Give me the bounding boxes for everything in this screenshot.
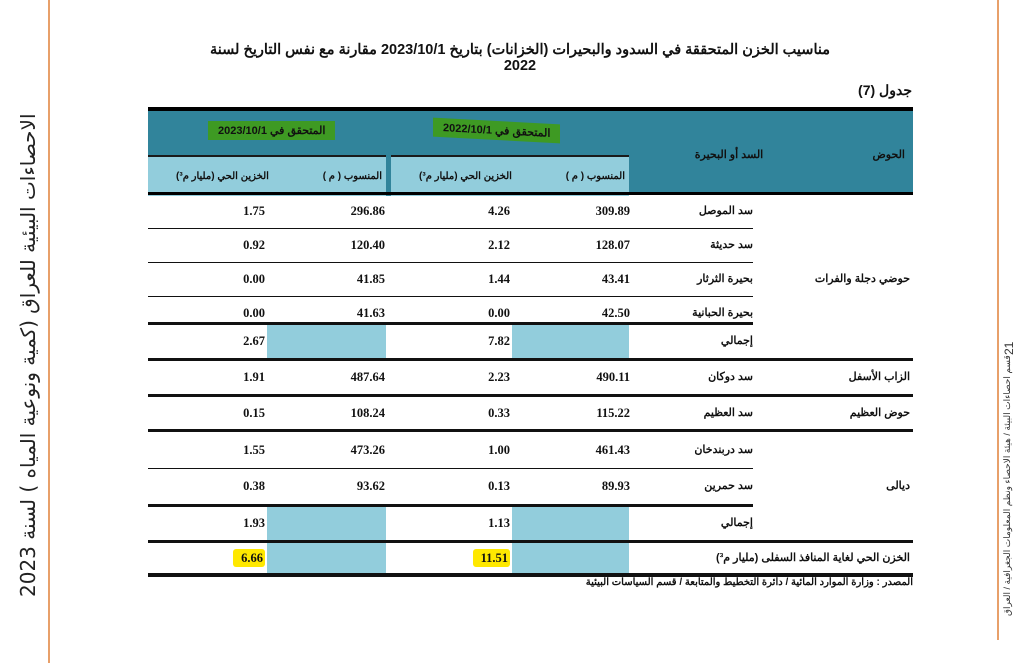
- subheader-2022: [391, 155, 629, 196]
- header-level-2023: المنسوب ( م ): [322, 171, 382, 182]
- basin-cell: ديالى: [886, 480, 910, 492]
- level-2022-cell: 43.41: [601, 272, 630, 286]
- basin-cell: حوضي دجلة والفرات: [814, 273, 910, 285]
- storage-2023-cell: 1.91: [243, 370, 265, 384]
- header-group-2023: المتحقق في 2023/10/1: [208, 121, 335, 140]
- blank-shaded-cell: [267, 507, 386, 540]
- level-2022-cell: 42.50: [601, 306, 630, 320]
- page-number: 21: [1002, 342, 1016, 356]
- dam-cell: إجمالي: [720, 517, 753, 529]
- storage-2023-cell: 2.67: [243, 334, 265, 348]
- highlighted-value: 6.66: [233, 549, 265, 567]
- level-2023-cell: 487.64: [350, 370, 385, 384]
- level-2022-cell: 461.43: [595, 443, 630, 457]
- dam-cell: سد دربندخان: [694, 444, 753, 456]
- right-page-rule: [997, 0, 999, 640]
- table-row: [148, 361, 913, 394]
- dam-cell: بحيرة الثرثار: [697, 273, 753, 285]
- storage-2022-total-cell: [393, 543, 510, 573]
- storage-2023-cell: 0.00: [243, 306, 265, 320]
- level-2023-cell: 93.62: [356, 479, 385, 493]
- dam-cell: سد العظيم: [703, 407, 753, 419]
- blank-shaded-cell: [267, 543, 386, 573]
- header-storage-2023: الخزين الحي (مليار م³): [176, 171, 269, 182]
- level-2022-cell: 490.11: [596, 370, 630, 384]
- table-row: [148, 229, 913, 262]
- side-title-text: الاحصاءات البيئية للعراق (كمية ونوعية المياه ) لسنة 2023: [16, 113, 40, 597]
- header-group-2022: المتحقق في 2022/10/1: [433, 118, 560, 144]
- level-2022-cell: 89.93: [601, 479, 630, 493]
- side-footer-text: قسم احصاءات البيئة / هيئة الاحصاء ونظم المعلومات الجغرافية / العراق: [1002, 355, 1012, 617]
- row-divider: [148, 429, 913, 432]
- level-2023-cell: 120.40: [350, 238, 385, 252]
- storage-2022-cell: 1.44: [488, 272, 510, 286]
- table-row-grand-total: [148, 543, 913, 573]
- header-dam: السد أو البحيرة: [694, 149, 764, 161]
- storage-2022-cell: 4.26: [488, 204, 510, 218]
- basin-cell: حوض العظيم: [849, 407, 910, 419]
- storage-2023-cell: 0.00: [243, 272, 265, 286]
- dam-cell: سد حديثة: [710, 239, 753, 251]
- highlighted-value: 11.51: [473, 549, 510, 567]
- table-row-total: [148, 325, 913, 358]
- basin-cell: الزاب الأسفل: [848, 371, 910, 383]
- storage-2022-cell: 0.33: [488, 406, 510, 420]
- table-label: جدول (7): [858, 82, 912, 98]
- storage-2023-total-cell: [148, 543, 265, 573]
- level-2023-cell: 473.26: [350, 443, 385, 457]
- blank-shaded-cell: [267, 325, 386, 358]
- table-row-total: [148, 507, 913, 540]
- level-2022-cell: 128.07: [595, 238, 630, 252]
- left-page-rule: [48, 0, 50, 663]
- source-note: المصدر : وزارة الموارد المائية / دائرة التخطيط والمتابعة / قسم السياسات البيئية: [585, 577, 913, 588]
- dam-cell: بحيرة الحبانية: [692, 307, 753, 319]
- storage-2022-cell: 2.23: [488, 370, 510, 384]
- blank-shaded-cell: [512, 507, 629, 540]
- table-row: [148, 195, 913, 228]
- level-2022-cell: 115.22: [596, 406, 630, 420]
- storage-2022-cell: 7.82: [488, 334, 510, 348]
- storage-2023-cell: 1.75: [243, 204, 265, 218]
- dam-cell: سد الموصل: [698, 205, 753, 217]
- level-2023-cell: 108.24: [350, 406, 385, 420]
- side-footer: [1002, 342, 1018, 652]
- table-header: [148, 111, 913, 194]
- table-row: [148, 434, 913, 467]
- storage-2022-cell: 1.13: [488, 516, 510, 530]
- header-basin: الحوض: [872, 149, 905, 161]
- storage-2023-cell: 0.38: [243, 479, 265, 493]
- header-level-2022: المنسوب ( م ): [565, 171, 625, 182]
- storage-2023-cell: 0.15: [243, 406, 265, 420]
- table-row: [148, 470, 913, 503]
- dam-cell: سد حمرين: [704, 480, 753, 492]
- level-2023-cell: 296.86: [350, 204, 385, 218]
- dam-cell: سد دوكان: [708, 371, 753, 383]
- row-divider: [148, 468, 753, 469]
- level-2022-cell: 309.89: [595, 204, 630, 218]
- side-running-title: [8, 113, 48, 597]
- header-storage-2022: الخزين الحي (مليار م³): [419, 171, 512, 182]
- grand-total-label: الخزن الحي لغاية المنافذ السفلى (مليار م³): [715, 552, 910, 564]
- storage-2022-cell: 2.12: [488, 238, 510, 252]
- dam-cell: إجمالي: [720, 335, 753, 347]
- storage-2023-cell: 1.55: [243, 443, 265, 457]
- storage-2022-cell: 0.00: [488, 306, 510, 320]
- blank-shaded-cell: [512, 543, 629, 573]
- page-title: مناسيب الخزن المتحققة في السدود والبحيرات (الخزانات) بتاريخ 2023/10/1 مقارنة مع نفس التاريخ لسنة 2022: [209, 42, 831, 74]
- storage-2022-cell: 1.00: [488, 443, 510, 457]
- storage-2023-cell: 1.93: [243, 516, 265, 530]
- storage-2023-cell: 0.92: [243, 238, 265, 252]
- table-row: [148, 397, 913, 430]
- level-2023-cell: 41.63: [356, 306, 385, 320]
- blank-shaded-cell: [512, 325, 629, 358]
- level-2023-cell: 41.85: [356, 272, 385, 286]
- storage-2022-cell: 0.13: [488, 479, 510, 493]
- table-row: [148, 263, 913, 296]
- subheader-2023: [148, 155, 386, 196]
